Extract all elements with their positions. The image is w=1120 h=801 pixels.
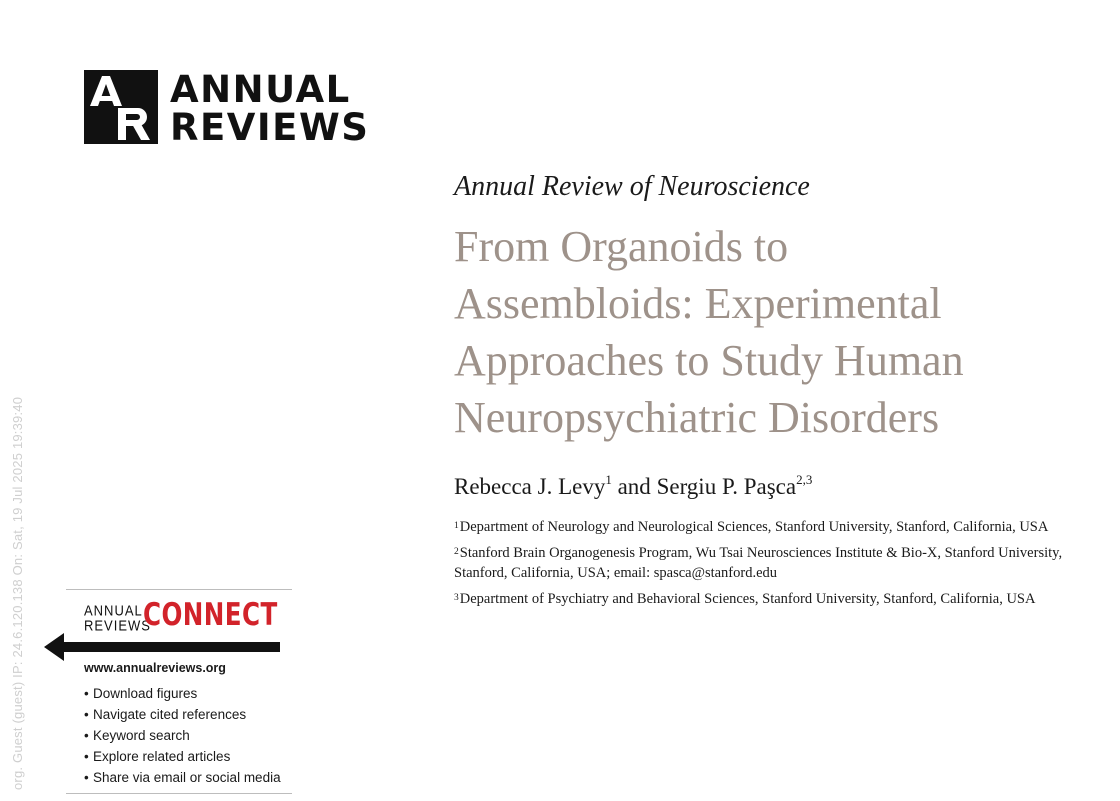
access-watermark: org. Guest (guest) IP: 24.6.120.138 On: Sat, 19 Jul 2025 19:39:40 [10,396,25,790]
list-item: • Download figures [84,683,281,704]
author-name: Rebecca J. Levy [454,474,606,499]
author-affiliation-marker: 2,3 [796,472,813,487]
affiliation-number: 3 [454,593,459,603]
affiliation [454,543,1064,583]
affiliation [454,517,1064,537]
connect-title: CONNECT [143,596,278,634]
affiliation-number: 2 [454,547,459,557]
title-line: Assembloids: Experimental [454,279,942,328]
list-item: • Share via email or social media [84,767,281,788]
affiliation-text: Stanford Brain Organogenesis Program, Wu Tsai Neurosciences Institute & Bio-X, Stanford University, Stanford, California, USA; email: spasca@stanford.edu [454,545,1063,581]
logo-word-reviews: REVIEWS [170,106,370,149]
affiliation-text: Department of Neurology and Neurological Sciences, Stanford University, Stanford, California, USA [459,519,1049,535]
list-item: • Navigate cited references [84,704,281,725]
ar-monogram-icon [84,70,158,144]
journal-name: Annual Review of Neuroscience [454,171,810,202]
connect-bottom-rule [66,793,292,794]
connect-reviews-label: REVIEWS [84,616,151,635]
logo-word-annual: ANNUAL [170,68,351,111]
list-item: • Explore related articles [84,746,281,767]
affiliation-list [454,517,1064,615]
list-item: • Keyword search [84,725,281,746]
author-list [454,474,812,500]
title-line: Neuropsychiatric Disorders [454,393,940,442]
annual-reviews-logo [84,68,374,149]
connect-annual-label: ANNUAL [84,601,143,620]
affiliation-text: Department of Psychiatry and Behavioral Sciences, Stanford University, Stanford, California, USA [459,591,1036,607]
connect-feature-list [84,683,281,788]
article-title [454,218,1054,446]
author-conjunction: and [617,474,651,499]
connect-url[interactable]: www.annualreviews.org [84,661,226,675]
title-line: Approaches to Study Human [454,336,964,385]
arrow-left-icon [44,631,284,663]
affiliation [454,589,1064,609]
title-line: From Organoids to [454,222,789,271]
connect-top-rule [66,589,292,590]
author-affiliation-marker: 1 [605,472,612,487]
author-name: Sergiu P. Paşca [656,474,797,499]
connect-box [66,589,292,795]
affiliation-number: 1 [454,521,459,531]
